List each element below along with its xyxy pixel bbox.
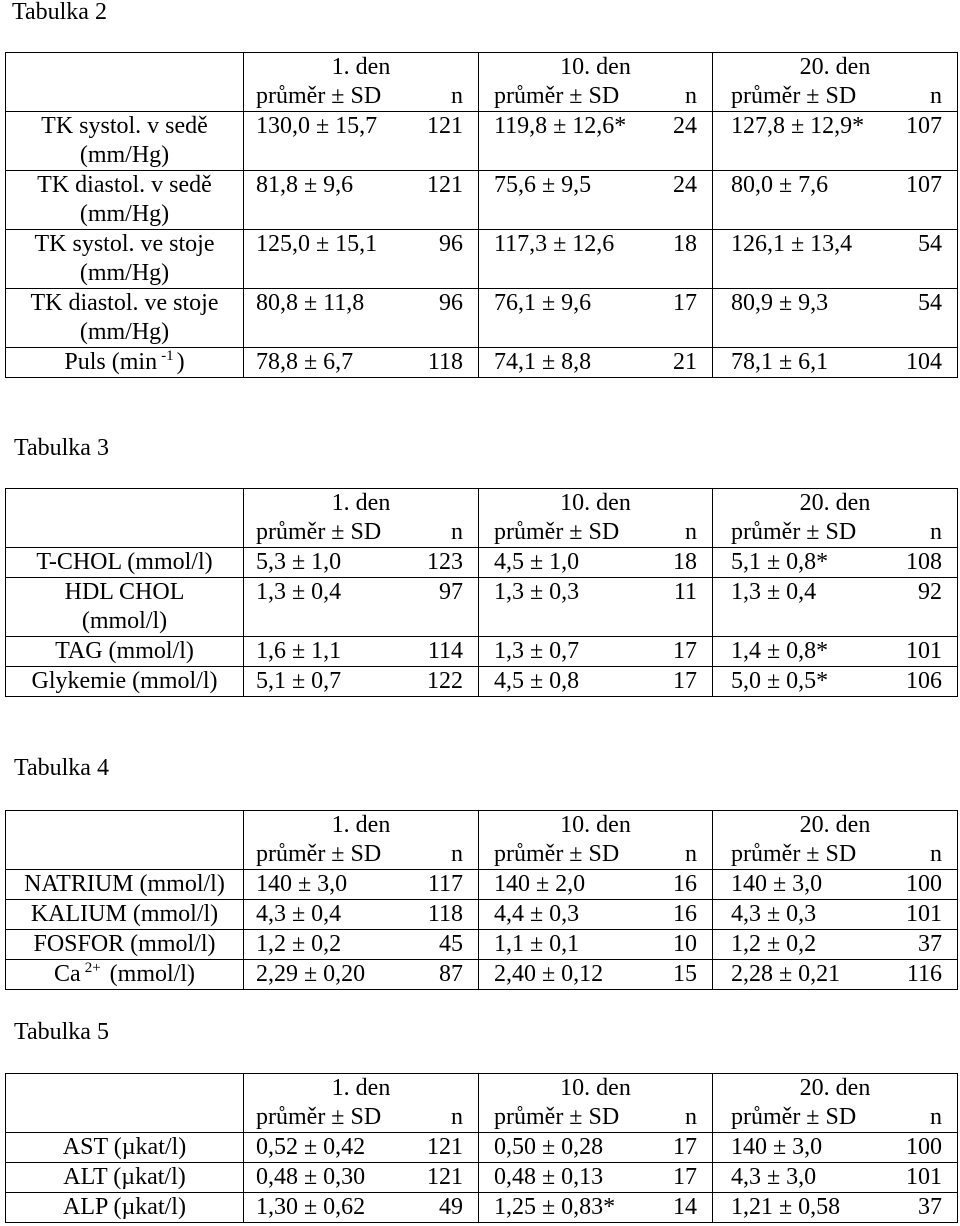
row-label-text: ALT (µkat/l) — [63, 1164, 186, 1190]
header-row-days — [6, 1074, 958, 1104]
header-n-label: n — [641, 1103, 713, 1133]
header-day-cell: 10. den — [479, 489, 713, 519]
header-day-cell: 20. den — [713, 811, 958, 841]
row-label-text: TK systol. ve stoje — [34, 231, 215, 257]
mean-sd-cell: 76,1 ± 9,6 — [479, 289, 641, 348]
row-label-text: (mm/Hg) — [79, 260, 170, 286]
row-label-text: (mmol/l) — [81, 608, 168, 634]
n-cell: 117 — [401, 870, 479, 900]
n-cell: 54 — [876, 230, 958, 289]
header-corner-cell — [6, 489, 244, 548]
n-cell: 24 — [641, 171, 713, 230]
n-cell: 16 — [641, 900, 713, 930]
header-n-label: n — [641, 82, 713, 112]
n-cell: 118 — [401, 348, 479, 378]
data-table — [5, 488, 958, 697]
n-cell: 17 — [641, 637, 713, 667]
row-label-unit: ) — [176, 349, 185, 375]
row-label-line — [6, 200, 243, 229]
header-mean-sd-label: průměr ± SD — [731, 519, 857, 545]
n-cell: 101 — [876, 1163, 958, 1193]
row-label-line — [6, 960, 243, 989]
table-header — [6, 1074, 958, 1133]
row-label-line — [6, 900, 243, 929]
row-label-superscript: 2+ — [84, 960, 101, 976]
mean-sd-cell: 80,0 ± 7,6 — [713, 171, 876, 230]
mean-sd-cell: 2,40 ± 0,12 — [479, 960, 641, 990]
n-cell: 21 — [641, 348, 713, 378]
row-label-cell — [6, 348, 244, 378]
mean-sd-cell: 78,8 ± 6,7 — [244, 348, 401, 378]
n-cell: 123 — [401, 548, 479, 578]
row-label-text: (mm/Hg) — [79, 319, 170, 345]
mean-sd-cell: 1,3 ± 0,4 — [713, 578, 876, 637]
header-day-cell: 20. den — [713, 489, 958, 519]
table-row — [6, 171, 958, 230]
mean-sd-cell: 1,30 ± 0,62 — [244, 1193, 401, 1223]
mean-sd-cell: 5,1 ± 0,7 — [244, 667, 401, 697]
row-label-cell — [6, 289, 244, 348]
n-cell: 24 — [641, 112, 713, 171]
table-row — [6, 548, 958, 578]
n-cell: 107 — [876, 171, 958, 230]
table-title: Tabulka 2 — [12, 0, 107, 25]
header-n-label: n — [401, 518, 479, 548]
row-label-line — [6, 637, 243, 666]
table-title: Tabulka 5 — [14, 1019, 109, 1045]
header-n-label: n — [641, 840, 713, 870]
header-mean-sd-label: průměr ± SD — [731, 841, 857, 867]
n-cell: 15 — [641, 960, 713, 990]
mean-sd-cell: 127,8 ± 12,9* — [713, 112, 876, 171]
table-row — [6, 930, 958, 960]
mean-sd-cell: 4,5 ± 1,0 — [479, 548, 641, 578]
n-cell: 54 — [876, 289, 958, 348]
n-cell: 11 — [641, 578, 713, 637]
table-row — [6, 1133, 958, 1163]
n-cell: 37 — [876, 930, 958, 960]
mean-sd-cell: 0,50 ± 0,28 — [479, 1133, 641, 1163]
row-label-cell — [6, 230, 244, 289]
mean-sd-cell: 1,1 ± 0,1 — [479, 930, 641, 960]
header-row-days — [6, 53, 958, 83]
header-mean-sd-label: průměr ± SD — [256, 1104, 382, 1130]
n-cell: 17 — [641, 1133, 713, 1163]
mean-sd-cell: 1,2 ± 0,2 — [713, 930, 876, 960]
n-cell: 97 — [401, 578, 479, 637]
n-cell: 114 — [401, 637, 479, 667]
table-row — [6, 348, 958, 378]
n-cell: 116 — [876, 960, 958, 990]
mean-sd-cell: 140 ± 3,0 — [244, 870, 401, 900]
header-day-cell: 1. den — [244, 811, 479, 841]
header-mean-sd-label: průměr ± SD — [494, 519, 620, 545]
mean-sd-cell: 1,3 ± 0,3 — [479, 578, 641, 637]
table-body — [6, 870, 958, 990]
row-label-text: Ca — [54, 961, 81, 987]
mean-sd-cell: 0,48 ± 0,13 — [479, 1163, 641, 1193]
header-n-label: n — [401, 1103, 479, 1133]
header-mean-sd-label: průměr ± SD — [731, 1104, 857, 1130]
header-day-cell: 20. den — [713, 53, 958, 83]
row-label-text: ALP (µkat/l) — [63, 1194, 186, 1220]
mean-sd-cell: 4,3 ± 0,3 — [713, 900, 876, 930]
mean-sd-cell: 1,2 ± 0,2 — [244, 930, 401, 960]
mean-sd-cell: 1,25 ± 0,83* — [479, 1193, 641, 1223]
mean-sd-cell: 140 ± 2,0 — [479, 870, 641, 900]
row-label-line — [6, 318, 243, 347]
row-label-line — [6, 1133, 243, 1162]
mean-sd-cell: 1,4 ± 0,8* — [713, 637, 876, 667]
row-label-line — [6, 578, 243, 607]
table-header — [6, 811, 958, 870]
header-mean-sd-label: průměr ± SD — [494, 841, 620, 867]
mean-sd-cell: 5,3 ± 1,0 — [244, 548, 401, 578]
row-label-text: T-CHOL (mmol/l) — [36, 549, 213, 575]
table-row — [6, 960, 958, 990]
n-cell: 37 — [876, 1193, 958, 1223]
row-label-cell — [6, 1163, 244, 1193]
header-day-cell: 10. den — [479, 811, 713, 841]
table-row — [6, 289, 958, 348]
row-label-cell — [6, 637, 244, 667]
table-row — [6, 578, 958, 637]
row-label-cell — [6, 548, 244, 578]
mean-sd-cell: 2,28 ± 0,21 — [713, 960, 876, 990]
row-label-line — [6, 141, 243, 170]
header-day-cell: 20. den — [713, 1074, 958, 1104]
mean-sd-cell: 5,0 ± 0,5* — [713, 667, 876, 697]
row-label-line — [6, 171, 243, 200]
mean-sd-cell: 80,9 ± 9,3 — [713, 289, 876, 348]
header-mean-sd-label: průměr ± SD — [256, 841, 382, 867]
row-label-text: NATRIUM (mmol/l) — [24, 871, 225, 897]
n-cell: 104 — [876, 348, 958, 378]
table-row — [6, 667, 958, 697]
mean-sd-cell: 1,21 ± 0,58 — [713, 1193, 876, 1223]
table-row — [6, 637, 958, 667]
header-mean-sd-label: průměr ± SD — [494, 83, 620, 109]
row-label-cell — [6, 870, 244, 900]
mean-sd-cell: 130,0 ± 15,7 — [244, 112, 401, 171]
mean-sd-cell: 2,29 ± 0,20 — [244, 960, 401, 990]
n-cell: 122 — [401, 667, 479, 697]
table-title: Tabulka 4 — [14, 755, 109, 781]
n-cell: 100 — [876, 870, 958, 900]
table-row — [6, 112, 958, 171]
header-row-days — [6, 489, 958, 519]
row-label-line — [6, 667, 243, 696]
n-cell: 18 — [641, 548, 713, 578]
n-cell: 121 — [401, 1163, 479, 1193]
row-label-cell — [6, 930, 244, 960]
row-label-cell — [6, 112, 244, 171]
row-label-cell — [6, 171, 244, 230]
n-cell: 101 — [876, 637, 958, 667]
n-cell: 16 — [641, 870, 713, 900]
mean-sd-cell: 75,6 ± 9,5 — [479, 171, 641, 230]
row-label-line — [6, 1193, 243, 1222]
mean-sd-cell: 125,0 ± 15,1 — [244, 230, 401, 289]
n-cell: 49 — [401, 1193, 479, 1223]
header-day-cell: 1. den — [244, 489, 479, 519]
header-mean-sd-label: průměr ± SD — [494, 1104, 620, 1130]
header-corner-cell — [6, 53, 244, 112]
n-cell: 87 — [401, 960, 479, 990]
row-label-cell — [6, 667, 244, 697]
n-cell: 92 — [876, 578, 958, 637]
data-table — [5, 1073, 958, 1223]
header-day-cell: 1. den — [244, 1074, 479, 1104]
n-cell: 101 — [876, 900, 958, 930]
row-label-text: Puls (min — [64, 349, 158, 375]
n-cell: 121 — [401, 112, 479, 171]
row-label-text: Glykemie (mmol/l) — [31, 668, 218, 694]
row-label-cell — [6, 578, 244, 637]
n-cell: 18 — [641, 230, 713, 289]
table-header — [6, 53, 958, 112]
data-table — [5, 52, 958, 378]
mean-sd-cell: 81,8 ± 9,6 — [244, 171, 401, 230]
n-cell: 100 — [876, 1133, 958, 1163]
row-label-superscript: -1 — [161, 348, 174, 364]
mean-sd-cell: 80,8 ± 11,8 — [244, 289, 401, 348]
header-corner-cell — [6, 1074, 244, 1133]
header-day-cell: 1. den — [244, 53, 479, 83]
n-cell: 96 — [401, 289, 479, 348]
mean-sd-cell: 1,6 ± 1,1 — [244, 637, 401, 667]
header-n-label: n — [401, 82, 479, 112]
mean-sd-cell: 4,4 ± 0,3 — [479, 900, 641, 930]
mean-sd-cell: 4,3 ± 3,0 — [713, 1163, 876, 1193]
row-label-text: FOSFOR (mmol/l) — [33, 931, 216, 957]
n-cell: 17 — [641, 667, 713, 697]
row-label-text: TAG (mmol/l) — [55, 638, 194, 664]
n-cell: 108 — [876, 548, 958, 578]
table-row — [6, 900, 958, 930]
row-label-text: KALIUM (mmol/l) — [30, 901, 219, 927]
header-n-label: n — [641, 518, 713, 548]
n-cell: 121 — [401, 1133, 479, 1163]
header-mean-sd-label: průměr ± SD — [731, 83, 857, 109]
row-label-unit: (mmol/l) — [103, 961, 195, 987]
n-cell: 10 — [641, 930, 713, 960]
mean-sd-cell: 4,5 ± 0,8 — [479, 667, 641, 697]
mean-sd-cell: 78,1 ± 6,1 — [713, 348, 876, 378]
row-label-line — [6, 112, 243, 141]
table-title: Tabulka 3 — [14, 435, 109, 461]
mean-sd-cell: 119,8 ± 12,6* — [479, 112, 641, 171]
row-label-text: TK systol. v sedě — [41, 113, 208, 139]
row-label-cell — [6, 1133, 244, 1163]
header-n-label: n — [876, 518, 958, 548]
n-cell: 118 — [401, 900, 479, 930]
mean-sd-cell: 140 ± 3,0 — [713, 1133, 876, 1163]
row-label-line — [6, 259, 243, 288]
row-label-line — [6, 1163, 243, 1192]
row-label-line — [6, 607, 243, 636]
mean-sd-cell: 1,3 ± 0,4 — [244, 578, 401, 637]
mean-sd-cell: 126,1 ± 13,4 — [713, 230, 876, 289]
header-mean-sd-label: průměr ± SD — [256, 83, 382, 109]
table-body — [6, 548, 958, 697]
header-n-label: n — [876, 82, 958, 112]
row-label-text: HDL CHOL — [64, 579, 185, 605]
row-label-line — [6, 548, 243, 577]
header-day-cell: 10. den — [479, 53, 713, 83]
n-cell: 106 — [876, 667, 958, 697]
row-label-text: TK diastol. ve stoje — [30, 290, 219, 316]
row-label-line — [6, 870, 243, 899]
mean-sd-cell: 5,1 ± 0,8* — [713, 548, 876, 578]
row-label-text: TK diastol. v sedě — [37, 172, 212, 198]
row-label-cell — [6, 960, 244, 990]
mean-sd-cell: 140 ± 3,0 — [713, 870, 876, 900]
n-cell: 17 — [641, 1163, 713, 1193]
table-header — [6, 489, 958, 548]
row-label-line — [6, 230, 243, 259]
mean-sd-cell: 117,3 ± 12,6 — [479, 230, 641, 289]
row-label-text: AST (µkat/l) — [62, 1134, 187, 1160]
row-label-cell — [6, 900, 244, 930]
n-cell: 107 — [876, 112, 958, 171]
table-row — [6, 230, 958, 289]
n-cell: 14 — [641, 1193, 713, 1223]
table-body — [6, 112, 958, 378]
row-label-line — [6, 930, 243, 959]
row-label-line — [6, 289, 243, 318]
header-corner-cell — [6, 811, 244, 870]
header-row-days — [6, 811, 958, 841]
table-body — [6, 1133, 958, 1223]
table-row — [6, 1163, 958, 1193]
table-row — [6, 1193, 958, 1223]
table-row — [6, 870, 958, 900]
header-mean-sd-label: průměr ± SD — [256, 519, 382, 545]
header-day-cell: 10. den — [479, 1074, 713, 1104]
row-label-text: (mm/Hg) — [79, 201, 170, 227]
row-label-text: (mm/Hg) — [79, 142, 170, 168]
row-label-cell — [6, 1193, 244, 1223]
n-cell: 45 — [401, 930, 479, 960]
mean-sd-cell: 4,3 ± 0,4 — [244, 900, 401, 930]
header-n-label: n — [401, 840, 479, 870]
mean-sd-cell: 74,1 ± 8,8 — [479, 348, 641, 378]
mean-sd-cell: 1,3 ± 0,7 — [479, 637, 641, 667]
header-n-label: n — [876, 1103, 958, 1133]
mean-sd-cell: 0,48 ± 0,30 — [244, 1163, 401, 1193]
mean-sd-cell: 0,52 ± 0,42 — [244, 1133, 401, 1163]
header-n-label: n — [876, 840, 958, 870]
n-cell: 96 — [401, 230, 479, 289]
n-cell: 121 — [401, 171, 479, 230]
data-table — [5, 810, 958, 990]
n-cell: 17 — [641, 289, 713, 348]
row-label-line — [6, 348, 243, 377]
